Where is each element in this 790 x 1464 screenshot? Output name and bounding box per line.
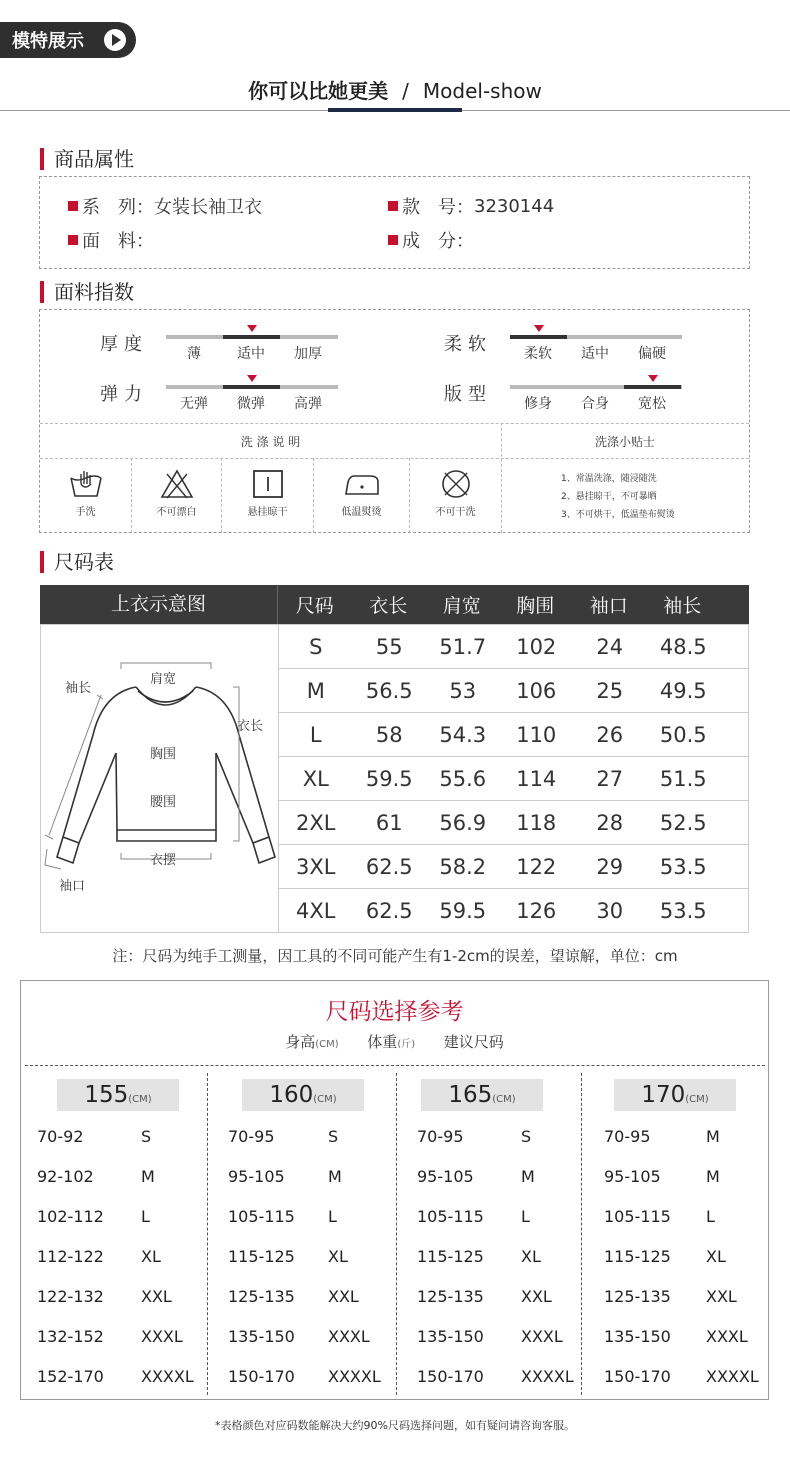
table-row <box>279 845 748 889</box>
gauge-bar-fit <box>510 385 682 389</box>
weight-range: 122-132 <box>37 1287 104 1306</box>
sub-weight: 体重 <box>367 1033 398 1051</box>
reference-title: 尺码选择参考 <box>325 999 464 1025</box>
suggested-size: M <box>328 1167 342 1186</box>
header-size: 尺码 <box>295 595 334 617</box>
bullet-icon <box>388 235 398 245</box>
gauge-label-fit: 版型 <box>444 384 492 405</box>
sub-weight-unit: (斤) <box>397 1039 416 1050</box>
footnote: *表格颜色对应码数能解决大约90%尺码选择问题，如有疑问请咨询客服。 <box>215 1419 575 1432</box>
height-column-160 <box>208 1073 397 1395</box>
wash-tip: 3、不可烘干，低温垫布熨烫 <box>561 510 675 520</box>
suggested-size: XXXL <box>521 1327 563 1346</box>
care-no-bleach <box>132 458 222 533</box>
table-cell: 59.5 <box>439 899 487 923</box>
care-hang-dry <box>222 458 314 533</box>
suggested-size: XXXL <box>706 1327 748 1346</box>
gauge-bar-elasticity <box>166 385 338 389</box>
table-cell: 4XL <box>296 899 336 923</box>
product-attributes-box <box>39 176 750 269</box>
series-label: 系 列： <box>82 197 154 218</box>
gauge-option: 柔软 <box>524 346 552 362</box>
table-cell: 49.5 <box>659 678 707 703</box>
weight-range: 135-150 <box>228 1327 295 1346</box>
size-table-body <box>40 624 749 933</box>
height-column-165 <box>397 1073 582 1395</box>
table-row <box>279 713 748 757</box>
care-label: 低温熨烫 <box>341 507 382 518</box>
table-cell: 114 <box>516 766 557 791</box>
no-dry-clean-icon <box>439 468 473 500</box>
weight-range: 95-105 <box>604 1167 661 1186</box>
weight-range: 115-125 <box>228 1247 295 1266</box>
bullet-icon <box>388 201 398 211</box>
gauge-option: 无弹 <box>180 396 208 412</box>
table-cell: 28 <box>596 810 624 835</box>
weight-range: 135-150 <box>604 1327 671 1346</box>
header-chest: 胸围 <box>516 595 555 617</box>
suggested-size: XXL <box>328 1287 359 1306</box>
header-length: 衣长 <box>369 595 408 617</box>
weight-range: 112-122 <box>37 1247 104 1266</box>
table-cell: 52.5 <box>659 810 707 835</box>
weight-range: 95-105 <box>417 1167 474 1186</box>
gauge-selected-segment <box>624 385 681 389</box>
table-cell: 25 <box>596 678 624 703</box>
gauge-marker-icon <box>534 325 544 332</box>
table-cell: 30 <box>596 899 624 923</box>
table-cell: 61 <box>375 810 403 835</box>
care-label: 悬挂晾干 <box>247 507 288 518</box>
weight-range: 150-170 <box>417 1367 484 1386</box>
care-no-dry-clean <box>410 458 501 533</box>
header-cuff: 袖口 <box>589 595 628 617</box>
hang-dry-icon <box>251 468 285 500</box>
wash-tip: 1、常温洗涤，随浸随洗 <box>561 474 657 484</box>
title-separator: / <box>402 79 409 103</box>
sweater-diagram <box>41 625 279 932</box>
gauge-option: 加厚 <box>294 346 322 362</box>
suggested-size: XXXXL <box>521 1367 574 1386</box>
weight-range: 115-125 <box>417 1247 484 1266</box>
header-accent-bar <box>328 108 462 112</box>
gauge-option: 适中 <box>237 346 265 362</box>
suggested-size: L <box>521 1207 530 1226</box>
weight-range: 125-135 <box>228 1287 295 1306</box>
style-attr <box>388 193 554 219</box>
no-bleach-icon <box>159 468 195 500</box>
weight-range: 125-135 <box>417 1287 484 1306</box>
fabric-attr <box>68 227 154 253</box>
gauge-marker-icon <box>648 375 658 382</box>
page-title <box>0 75 790 104</box>
height-unit: (CM) <box>128 1094 152 1105</box>
size-rows <box>279 625 748 933</box>
height-unit: (CM) <box>492 1094 516 1105</box>
table-cell: 53.5 <box>659 854 707 879</box>
suggested-size: L <box>141 1207 150 1226</box>
label-waist: 腰围 <box>150 795 177 810</box>
suggested-size: XXL <box>141 1287 172 1306</box>
table-cell: 53.5 <box>659 899 707 923</box>
label-chest: 胸围 <box>150 747 177 762</box>
label-hem: 衣摆 <box>150 853 177 868</box>
weight-range: 102-112 <box>37 1207 104 1226</box>
fabric-index-section-title: 面料指数 <box>40 281 134 303</box>
gauge-marker-icon <box>247 325 257 332</box>
table-cell: XL <box>302 766 329 791</box>
table-cell: 51.7 <box>439 634 487 659</box>
table-cell: 27 <box>596 766 624 791</box>
sub-height: 身高 <box>285 1033 316 1051</box>
table-cell: 50.5 <box>659 722 707 747</box>
care-hand-wash <box>40 458 132 533</box>
suggested-size: S <box>328 1127 339 1146</box>
weight-range: 70-92 <box>37 1127 84 1146</box>
table-cell: 62.5 <box>365 899 413 923</box>
weight-range: 115-125 <box>604 1247 671 1266</box>
care-label: 不可漂白 <box>156 507 197 518</box>
table-row <box>279 801 748 845</box>
suggested-size: XXXXL <box>706 1367 759 1386</box>
table-cell: 110 <box>516 722 557 747</box>
header-sleeve: 袖长 <box>663 595 702 617</box>
weight-range: 152-170 <box>37 1367 104 1386</box>
table-cell: 55 <box>375 634 403 659</box>
table-cell: 118 <box>516 810 557 835</box>
table-cell: 106 <box>516 678 557 703</box>
gauge-label-thickness: 厚度 <box>100 334 148 355</box>
table-cell: L <box>309 722 322 747</box>
gauge-option: 薄 <box>187 346 201 362</box>
suggested-size: XL <box>706 1247 726 1266</box>
weight-range: 105-115 <box>604 1207 671 1226</box>
gauge-option: 偏硬 <box>638 346 666 362</box>
label-cuff: 袖口 <box>59 879 86 894</box>
bullet-icon <box>68 235 78 245</box>
label-sleeve-length: 袖长 <box>65 681 92 696</box>
suggested-size: XXXL <box>328 1327 370 1346</box>
low-iron-icon <box>342 468 382 500</box>
weight-range: 92-102 <box>37 1167 94 1186</box>
suggested-size: M <box>521 1167 535 1186</box>
table-row <box>279 669 748 713</box>
diagram-title: 上衣示意图 <box>40 585 278 624</box>
gauge-label-softness: 柔软 <box>444 334 492 355</box>
suggested-size: M <box>706 1167 720 1186</box>
gauge-selected-segment <box>223 335 280 339</box>
gauge-selected-segment <box>223 385 280 389</box>
gauge-label-elasticity: 弹力 <box>100 384 148 405</box>
table-cell: 24 <box>596 634 624 659</box>
reference-subtitle <box>21 1031 768 1052</box>
reference-divider <box>25 1065 765 1066</box>
sub-size: 建议尺码 <box>443 1033 504 1051</box>
weight-range: 132-152 <box>37 1327 104 1346</box>
table-cell: 59.5 <box>365 766 413 791</box>
model-show-tag[interactable] <box>0 22 136 58</box>
gauge-option: 高弹 <box>294 396 322 412</box>
table-cell: 2XL <box>296 810 336 835</box>
height-column-155 <box>25 1073 208 1395</box>
weight-range: 105-115 <box>417 1207 484 1226</box>
care-label: 不可干洗 <box>435 507 476 518</box>
gauge-option: 适中 <box>581 346 609 362</box>
suggested-size: XXXXL <box>328 1367 381 1386</box>
play-icon[interactable] <box>104 29 126 51</box>
suggested-size: S <box>521 1127 532 1146</box>
model-show-tag-label: 模特展示 <box>12 31 84 52</box>
title-en: Model-show <box>422 79 542 103</box>
style-value: 3230144 <box>474 195 555 217</box>
height-unit: (CM) <box>685 1094 709 1105</box>
table-cell: 29 <box>596 854 624 879</box>
weight-range: 135-150 <box>417 1327 484 1346</box>
table-cell: 53 <box>449 678 477 703</box>
suggested-size: XL <box>521 1247 541 1266</box>
wash-tips-title: 洗涤小贴士 <box>594 435 655 449</box>
suggested-size: XXL <box>521 1287 552 1306</box>
weight-range: 125-135 <box>604 1287 671 1306</box>
height-badge <box>242 1079 364 1111</box>
suggested-size: XXL <box>706 1287 737 1306</box>
height-value: 160 <box>269 1082 314 1108</box>
series-value: 女装长袖卫衣 <box>154 197 262 218</box>
title-cn: 你可以比她更美 <box>248 79 389 103</box>
style-label: 款 号： <box>402 197 474 218</box>
table-cell: 126 <box>516 899 557 923</box>
suggested-size: M <box>706 1127 720 1146</box>
gauge-bar-softness <box>510 335 682 339</box>
table-cell: 102 <box>516 634 557 659</box>
height-unit: (CM) <box>313 1094 337 1105</box>
table-cell: 26 <box>596 722 624 747</box>
suggested-size: XL <box>328 1247 348 1266</box>
table-cell: 51.5 <box>659 766 707 791</box>
weight-range: 70-95 <box>417 1127 464 1146</box>
label-shoulder: 肩宽 <box>150 672 177 687</box>
table-row <box>279 757 748 801</box>
gauge-option: 修身 <box>524 396 552 412</box>
product-section-title: 商品属性 <box>40 148 134 170</box>
gauge-option: 微弹 <box>237 396 265 412</box>
table-cell: 56.5 <box>365 678 413 703</box>
series-attr <box>68 193 262 219</box>
height-value: 165 <box>448 1082 493 1108</box>
height-badge <box>614 1079 736 1111</box>
table-cell: 62.5 <box>365 854 413 879</box>
hand-wash-icon <box>67 468 105 500</box>
weight-range: 70-95 <box>604 1127 651 1146</box>
composition-attr <box>388 227 474 253</box>
label-length: 衣长 <box>237 719 264 734</box>
table-cell: 58 <box>375 722 403 747</box>
size-reference-box <box>20 980 769 1400</box>
wash-tip: 2、悬挂晾干，不可暴晒 <box>561 492 657 502</box>
gauge-selected-segment <box>510 335 567 339</box>
gauge-option: 宽松 <box>638 396 666 412</box>
table-cell: 54.3 <box>439 722 487 747</box>
fabric-index-box <box>39 309 750 533</box>
weight-range: 150-170 <box>228 1367 295 1386</box>
header-shoulder: 肩宽 <box>442 595 481 617</box>
height-value: 155 <box>84 1082 129 1108</box>
size-table-header <box>40 585 749 624</box>
height-column-170 <box>582 1073 768 1395</box>
care-low-iron <box>314 458 410 533</box>
composition-label: 成 分： <box>402 231 474 252</box>
table-row <box>279 889 748 933</box>
table-row <box>279 625 748 669</box>
suggested-size: M <box>141 1167 155 1186</box>
table-cell: 58.2 <box>439 854 487 879</box>
weight-range: 150-170 <box>604 1367 671 1386</box>
table-cell: 122 <box>516 854 557 879</box>
gauge-marker-icon <box>247 375 257 382</box>
table-cell: 48.5 <box>659 634 707 659</box>
height-badge <box>57 1079 179 1111</box>
suggested-size: L <box>706 1207 715 1226</box>
size-table-section-title: 尺码表 <box>40 551 114 573</box>
table-cell: 55.6 <box>439 766 487 791</box>
care-divider-top <box>40 423 749 424</box>
suggested-size: XL <box>141 1247 161 1266</box>
table-cell: S <box>309 634 323 659</box>
wash-tips-list <box>561 470 675 524</box>
weight-range: 95-105 <box>228 1167 285 1186</box>
table-cell: 56.9 <box>439 810 487 835</box>
care-label: 手洗 <box>75 507 96 518</box>
size-note: 注：尺码为纯手工测量，因工具的不同可能产生有1-2cm的误差，望谅解，单位：cm <box>112 947 678 965</box>
suggested-size: S <box>141 1127 152 1146</box>
height-badge <box>421 1079 543 1111</box>
table-cell: 3XL <box>296 854 336 879</box>
weight-range: 70-95 <box>228 1127 275 1146</box>
suggested-size: XXXXL <box>141 1367 194 1386</box>
gauge-option: 合身 <box>581 396 609 412</box>
suggested-size: L <box>328 1207 337 1226</box>
height-value: 170 <box>641 1082 686 1108</box>
suggested-size: XXXL <box>141 1327 183 1346</box>
gauge-bar-thickness <box>166 335 338 339</box>
table-cell: M <box>306 678 325 703</box>
fabric-label: 面 料： <box>82 231 154 252</box>
sub-height-unit: (CM) <box>315 1039 339 1050</box>
wash-instructions-title: 洗 涤 说 明 <box>240 435 301 449</box>
weight-range: 105-115 <box>228 1207 295 1226</box>
bullet-icon <box>68 201 78 211</box>
